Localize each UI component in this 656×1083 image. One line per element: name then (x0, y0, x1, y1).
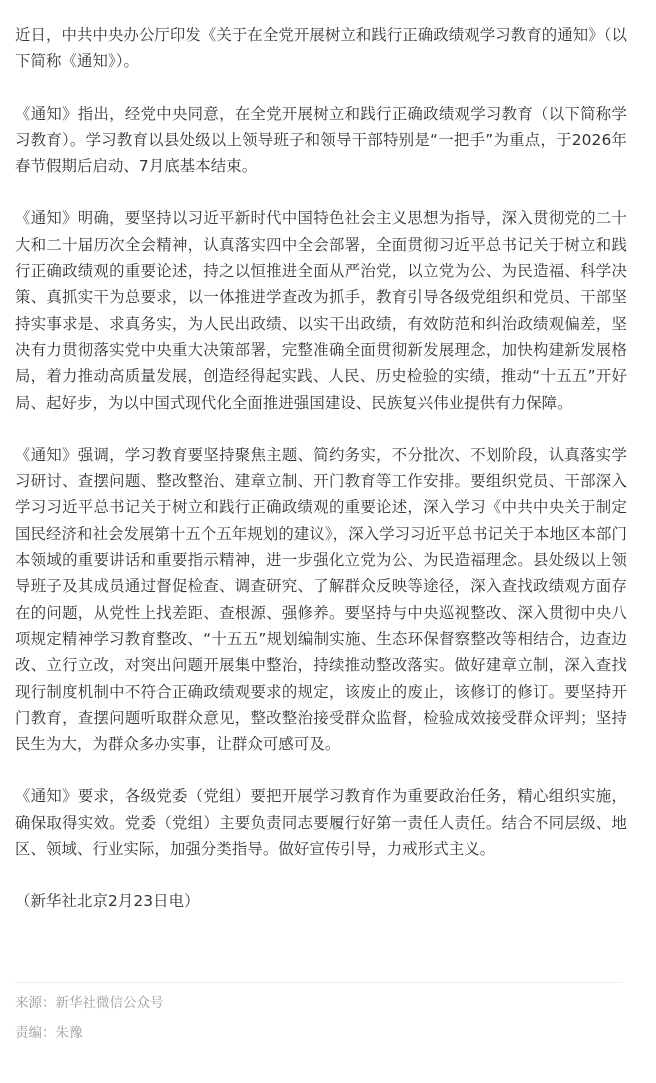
paragraph-notice-requires: 《通知》要求，各级党委（党组）要把开展学习教育作为重要政治任务，精心组织实施，确保取得实效。党委（党组）主要负责同志要履行好第一责任人责任。结合不同层级、地区、领域、行业实际，加强分类指导。做好宣传引导，力戒形式主义。 (15, 787, 627, 859)
dateline: （新华社北京2月23日电） (15, 892, 200, 911)
paragraph-notice-points: 《通知》指出，经党中央同意，在全党开展树立和践行正确政绩观学习教育（以下简称学习教育）。学习教育以县处级以上领导班子和领导干部特别是“一把手”为重点，于2026年春节假期后启动、7月底基本结束。 (15, 104, 627, 176)
paragraph-intro: 近日，中共中央办公厅印发《关于在全党开展树立和践行正确政绩观学习教育的通知》（以下简称《通知》）。 (15, 26, 627, 71)
paragraph-notice-clarifies: 《通知》明确，要坚持以习近平新时代中国特色社会主义思想为指导，深入贯彻党的二十大和二十届历次全会精神，认真落实四中全会部署，全面贯彻习近平总书记关于树立和践行正确政绩观的重要论述，持之以恒推进全面从严治党，以立党为公、为民造福、科学决策、真抓实干为总要求，以一体推进学查改为抓手，教育引导各级党组织和党员、干部坚持实事求是、求真务实，为人民出政绩、以实干出政绩，有效防范和纠治政绩观偏差，坚决有力贯彻落实党中央重大决策部署，完整准确全面贯彻新发展理念，加快构建新发展格局，着力推动高质量发展，创造经得起实践、人民、历史检验的实绩，推动“十五五”开好局、起好步，为以中国式现代化全面推进强国建设、民族复兴伟业提供有力保障。 (15, 209, 627, 412)
article-body (15, 22, 627, 941)
editor-label: 责编：朱豫 (15, 1025, 83, 1041)
divider (15, 982, 622, 983)
article-meta (15, 988, 164, 1048)
source-label: 来源：新华社微信公众号 (15, 995, 164, 1011)
paragraph-notice-emphasizes: 《通知》强调，学习教育要坚持聚焦主题、简约务实，不分批次、不划阶段，认真落实学习研讨、查摆问题、整改整治、建章立制、开门教育等工作安排。要组织党员、干部深入学习习近平总书记关于树立和践行正确政绩观的重要论述，深入学习《中共中央关于制定国民经济和社会发展第十五个五年规划的建议》，深入学习习近平总书记关于本地区本部门本领域的重要讲话和重要指示精神，进一步强化立党为公、为民造福理念。县处级以上领导班子及其成员通过督促检查、调查研究、了解群众反映等途径，深入查找政绩观方面存在的问题，从党性上找差距、查根源、强修养。要坚持与中央巡视整改、深入贯彻中央八项规定精神学习教育整改、“十五五”规划编制实施、生态环保督察整改等相结合，边查边改、立行立改，对突出问题开展集中整治，持续推动整改落实。做好建章立制，深入查找现行制度机制中不符合正确政绩观要求的规定，该废止的废止，该修订的修订。要坚持开门教育，查摆问题听取群众意见，整改整治接受群众监督，检验成效接受群众评判；坚持民生为大，为群众多办实事，让群众可感可及。 (15, 445, 627, 754)
